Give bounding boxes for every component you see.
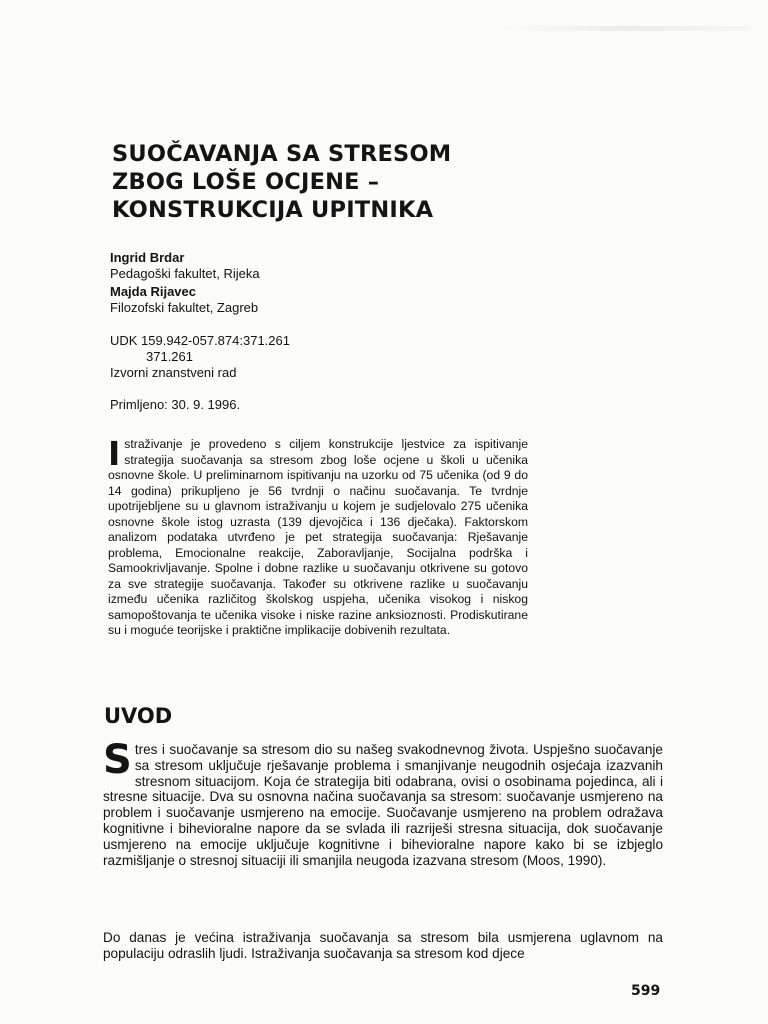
author-affiliation: Pedagoški fakultet, Rijeka — [110, 266, 260, 281]
author-affiliation: Filozofski fakultet, Zagreb — [110, 300, 259, 315]
paragraph-text: tres i suočavanje sa stresom dio su našeg svakodnevnog života. Uspješno suočavanje sa stresom uključuje rješavanje problema i smanjivanje neugodnih osjećaja izazvanih stresnom situacijom. Koja će strategija biti odabrana, ovisi o osobinama pojedinca, ali i stresne situacije. Dva su osnovna načina suočavanja sa stresom: suočavanje usmjereno na problem i suočavanje usmjereno na emocije. Suočavanje usmjereno na problem odražava kognitivne i bihevioralne napore da se svlada ili razriješi stresna situacija, dok suočavanje usmjereno na emocije uključuje kognitivne i bihevioralne napore kako bi se izbjeglo razmišljanje o stresnoj situaciji ili smanjila neugoda izazvana stresom (Moos, 1990). — [103, 742, 663, 868]
page-number: 599 — [631, 983, 661, 999]
abstract — [108, 434, 528, 639]
body-paragraph: Do danas je većina istraživanja suočavanja sa stresom bila usmjerena uglavnom na populaciju odraslih ljudi. Istraživanja suočavanja sa stresom kod djece — [103, 930, 663, 961]
paper-type: Izvorni znanstveni rad — [110, 365, 237, 380]
body-paragraph — [103, 737, 663, 868]
author-block — [110, 250, 260, 316]
udk-code: UDK 159.942-057.874:371.261 — [110, 333, 290, 348]
abstract-drop-cap: I — [108, 434, 121, 473]
section-heading: UVOD — [104, 704, 173, 728]
classification-block — [110, 333, 290, 381]
section-drop-cap: S — [103, 737, 132, 783]
article-title: SUOČAVANJA SA STRESOM ZBOG LOŠE OCJENE – KONSTRUKCIJA UPITNIKA — [112, 141, 452, 223]
received-date: Primljeno: 30. 9. 1996. — [110, 397, 241, 412]
author-name: Ingrid Brdar — [110, 250, 185, 265]
abstract-text: straživanje je provedeno s ciljem konstrukcije ljestvice za ispitivanje strategija suočavanja sa stresom zbog loše ocjene u školi u učenika osnovne škole. U preliminarnom ispitivanju na uzorku od 75 učenika (od 9 do 14 godina) prikupljeno je 56 tvrdnji o načinu suočavanja. Te tvrdnje upotrijebljene su u glavnom istraživanju u kojem je sudjelovalo 275 učenika osnovne škole istog uzrasta (139 djevojčica i 136 dječaka). Faktorskom analizom podataka utvrđeno je pet strategija suočavanja: Rješavanje problema, Emocionalne reakcije, Zaboravljanje, Socijalna podrška i Samookrivljavanje. Spolne i dobne razlike u suočavanju otkrivene su gotovo za sve strategije suočavanja. Također su otkrivene razlike u suočavanju između učenika različitog školskog uspjeha, učenika visokog i niskog samopoštovanja te učenika visoke i niske razine anksioznosti. Prodiskutirane su i moguće teorijske i praktične implikacije dobivenih rezultata. — [108, 437, 528, 637]
author-name: Majda Rijavec — [110, 284, 196, 299]
scan-bleed-through — [500, 26, 750, 31]
udk-code-continued: 371.261 — [146, 349, 193, 364]
